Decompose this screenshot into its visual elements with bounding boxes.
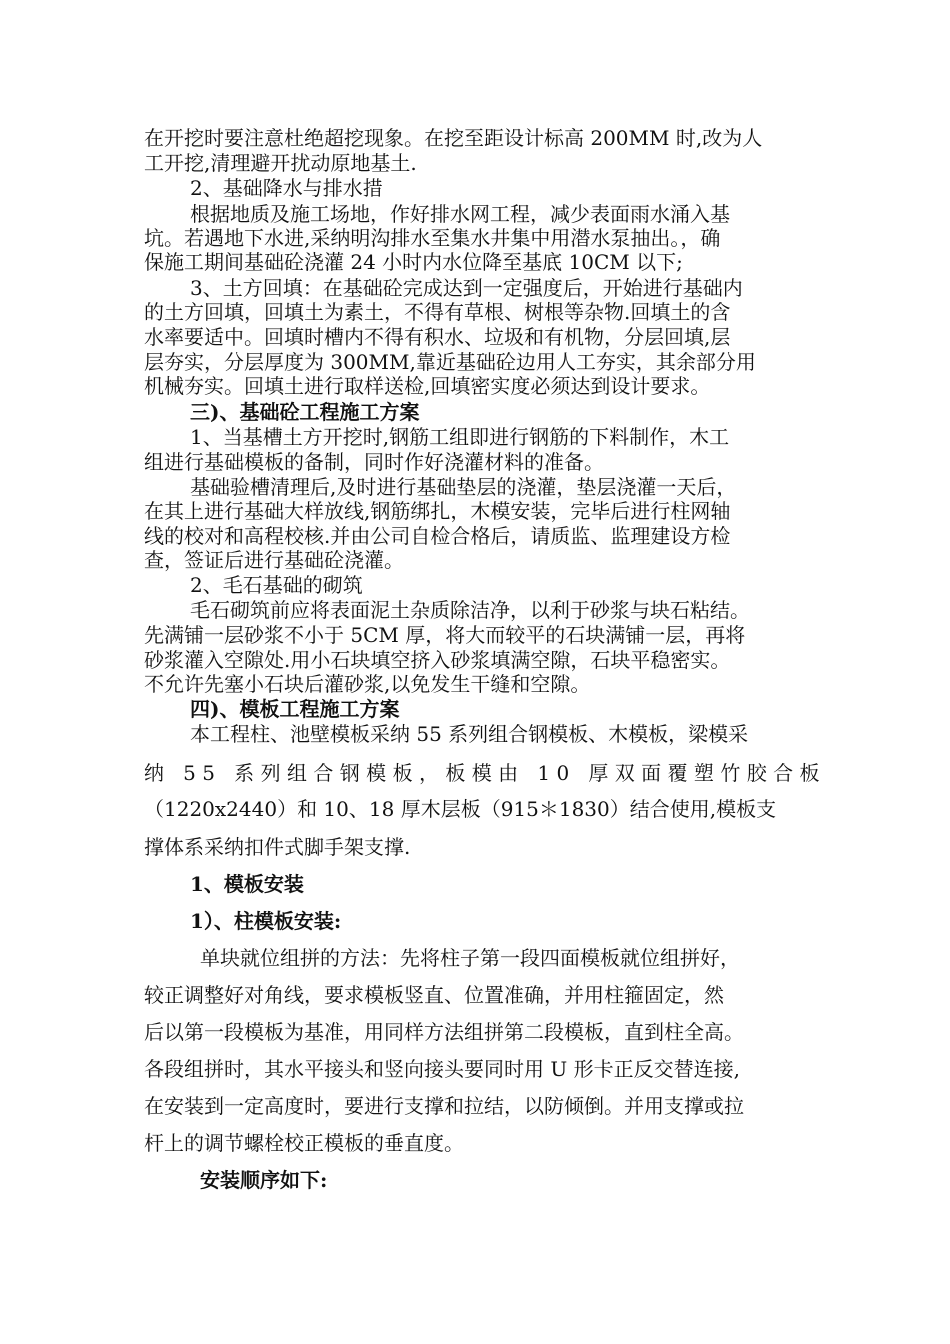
paragraph-line: 组进行基础模板的备制，同时作好浇灌材料的准备。 (144, 450, 604, 474)
paragraph-line: 保施工期间基础砼浇灌 24 小时内水位降至基底 10CM 以下; (144, 250, 683, 274)
paragraph-line: 线的校对和高程校核.并由公司自检合格后，请质监、监理建设方检 (144, 524, 731, 548)
paragraph-line: 本工程柱、池壁模板采纳 55 系列组合钢模板、木模板，梁模采 (190, 722, 749, 746)
paragraph-line: 较正调整好对角线，要求模板竖直、位置准确，并用柱箍固定，然 (144, 983, 724, 1007)
paragraph-line: 查，签证后进行基础砼浇灌。 (144, 548, 404, 572)
section-heading: 四)、模板工程施工方案 (190, 697, 400, 721)
paragraph-line: 纳 55 系列组合钢模板，板模由 10 厚双面覆塑竹胶合板 (144, 761, 826, 785)
paragraph-line: 杆上的调节螺栓校正模板的垂直度。 (144, 1131, 464, 1155)
paragraph-line: 水率要适中。回填时槽内不得有积水、垃圾和有机物，分层回填,层 (144, 325, 731, 349)
paragraph-line: 在其上进行基础大样放线,钢筋绑扎，木模安装，完毕后进行柱网轴 (144, 499, 731, 523)
paragraph-line: （1220x2440）和 10、18 厚木层板（915＊1830）结合使用,模板支 (144, 797, 777, 821)
paragraph-line: 坑。若遇地下水进,采纳明沟排水至集水井集中用潜水泵抽出。，确 (144, 226, 721, 250)
paragraph-line: 的土方回填，回填土为素土，不得有草根、树根等杂物.回填土的含 (144, 300, 731, 324)
paragraph-line: 根据地质及施工场地，作好排水网工程，减少表面雨水涌入基 (190, 202, 730, 226)
section-heading: 三)、基础砼工程施工方案 (190, 400, 420, 424)
section-heading: 1、模板安装 (190, 872, 304, 896)
paragraph-line: 工开挖,清理避开扰动原地基土. (144, 151, 417, 175)
paragraph-line: 机械夯实。回填土进行取样送检,回填密实度必须达到设计要求。 (144, 374, 711, 398)
paragraph-line: 1、当基槽土方开挖时,钢筋工组即进行钢筋的下料制作，木工 (190, 425, 730, 449)
paragraph-line: 毛石砌筑前应将表面泥土杂质除洁净，以利于砂浆与块石粘结。 (190, 598, 750, 622)
paragraph-line: 不允许先塞小石块后灌砂浆,以免发生干缝和空隙。 (144, 672, 591, 696)
paragraph-line: 单块就位组拼的方法：先将柱子第一段四面模板就位组拼好， (200, 946, 740, 970)
paragraph-line: 在开挖时要注意杜绝超挖现象。在挖至距设计标高 200MM 时,改为人 (144, 126, 763, 150)
paragraph-line: 基础验槽清理后,及时进行基础垫层的浇灌，垫层浇灌一天后， (190, 475, 737, 499)
paragraph-line: 后以第一段模板为基准，用同样方法组拼第二段模板，直到柱全高。 (144, 1020, 744, 1044)
paragraph-line: 3、土方回填：在基础砼完成达到一定强度后，开始进行基础内 (190, 276, 743, 300)
section-heading: 2、毛石基础的砌筑 (190, 573, 363, 597)
section-heading: 安装顺序如下: (200, 1168, 328, 1192)
paragraph-line: 各段组拼时，其水平接头和竖向接头要同时用 U 形卡正反交替连接, (144, 1057, 740, 1081)
section-heading: 1）、柱模板安装: (190, 909, 342, 933)
paragraph-line: 层夯实，分层厚度为 300MM,靠近基础砼边用人工夯实，其余部分用 (144, 350, 756, 374)
paragraph-line: 先满铺一层砂浆不小于 5CM 厚，将大而较平的石块满铺一层，再将 (144, 623, 746, 647)
paragraph-line: 在安装到一定高度时，要进行支撑和拉结，以防倾倒。并用支撑或拉 (144, 1094, 744, 1118)
paragraph-line: 撑体系采纳扣件式脚手架支撑. (144, 835, 411, 859)
paragraph-line: 砂浆灌入空隙处.用小石块填空挤入砂浆填满空隙，石块平稳密实。 (144, 648, 731, 672)
section-heading: 2、基础降水与排水措 (190, 176, 383, 200)
